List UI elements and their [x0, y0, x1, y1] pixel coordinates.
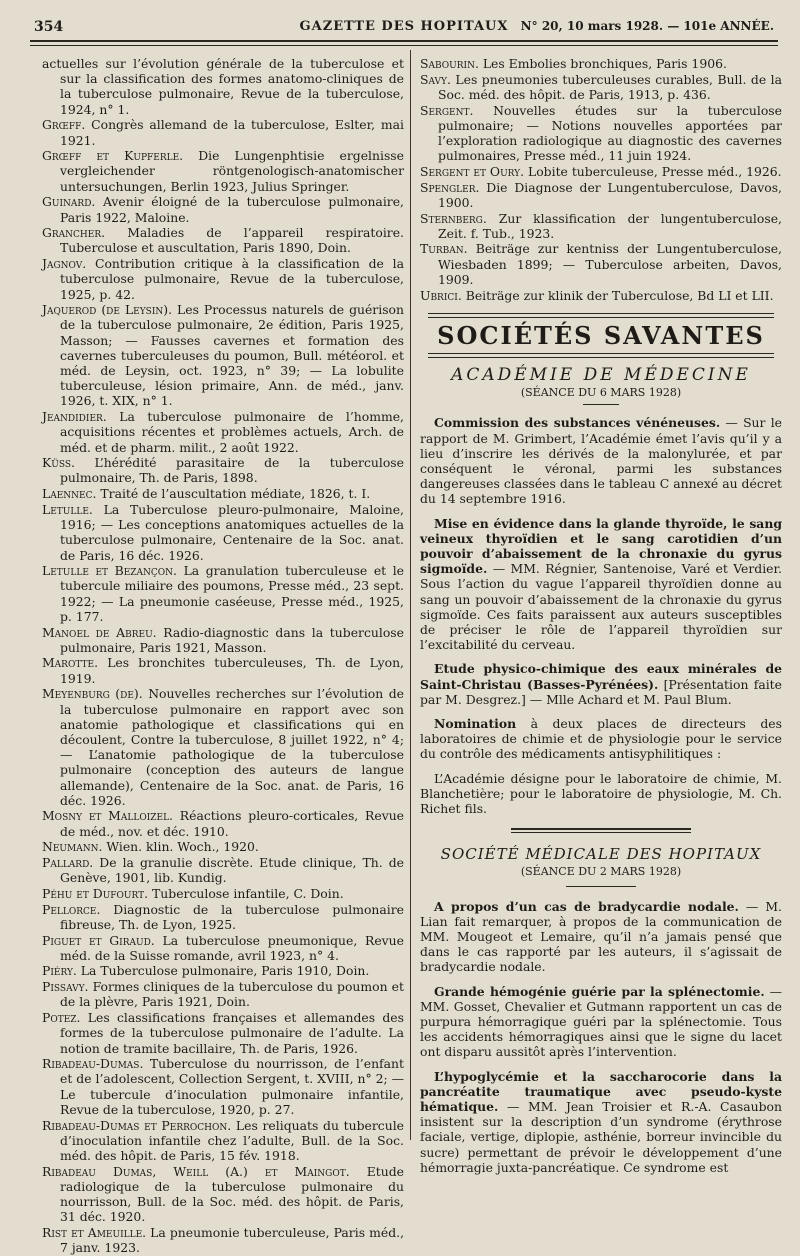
short-rule — [566, 886, 636, 887]
reference-text: Nouvelles études sur la tuberculose pulmonaire; — Notions nouvelles apportées par l’exploration radiologique au diagnostic des cavernes pulmonaires, Presse méd., 11 juin 1924. — [438, 102, 782, 164]
reference-text: La pneumonie tuberculeuse, Paris méd., 7 janv. 1923. — [60, 1224, 405, 1256]
societe-seance: (SÉANCE DU 2 MARS 1928) — [520, 865, 682, 879]
paragraph-text: — MM. Régnier, Santenoise, Varé et Verdier. Sous l’action du vague l’appareil thyroïdien donne au sang un pouvoir d’abaissement de la chronaxie du gyrus sigmoïde. Ces faits paraissent aux auteurs susceptibles de préciser le rôle de l’appareil thyroïdien sur l’excitabilité du cerveau. — [420, 561, 782, 653]
header-rule — [30, 45, 778, 46]
paragraph-text: à deux places de directeurs des laboratoires de chimie et de physiologie pour le service du contrôle des médicaments antisyphilitiques : — [420, 716, 782, 762]
reference-author: Jagnov. — [42, 256, 95, 272]
reference-entry — [42, 1164, 404, 1225]
reference-text: Réactions pleuro-corticales, Revue de méd., nov. et déc. 1910. — [60, 808, 405, 839]
reference-entry — [42, 117, 404, 147]
reference-text: Les classifications françaises et allemandes des formes de la tuberculose pulmonaire de l’adulte. La notion de tramite bacillaire, Th. de Paris, 1926. — [60, 1010, 405, 1056]
academie-seance: (SÉANCE DU 6 MARS 1928) — [520, 386, 682, 400]
reference-entry — [42, 225, 404, 255]
paragraph-text: — MM. Jean Troisier et R.-A. Casaubon insistent sur la description d’un syndrome (érythrose faciale, vertige, diplopie, asthénie, borreur invincible du sucre) permettant de prévoir le développement d’une hémorragie juxta-pancréatique. Ce syndrome est — [420, 1099, 782, 1175]
reference-text: Lobite tuberculeuse, Presse méd., 1926. — [527, 163, 782, 179]
reference-text: Die Diagnose der Lungentuberculose, Davos, 1900. — [438, 179, 782, 210]
societe-heading: SOCIÉTÉ MÉDICALE DES HOPITAUX — [440, 845, 762, 864]
reference-text: Les bronchites tuberculeuses, Th. de Lyon, 1919. — [60, 655, 404, 686]
reference-text: Radio-diagnostic dans la tuberculose pulmonaire, Paris 1921, Masson. — [60, 624, 404, 655]
reference-author: Pellorce. — [42, 901, 114, 917]
paragraph-heading: Etude physico-chimique des eaux minérales de Saint-Christau (Basses-Pyrénées). — [420, 661, 782, 692]
section-title: SOCIÉTÉS SAVANTES — [437, 320, 765, 350]
reference-text: Les reliquats du tubercule d’inoculation infantile chez l’adulte, Bull. de la Soc. méd. des hôpit. de Paris, 15 fév. 1918. — [60, 1117, 404, 1163]
reference-author: Sergent. — [420, 102, 494, 118]
reference-entry — [42, 808, 404, 838]
societe-body — [420, 899, 782, 1175]
reference-entry — [42, 194, 404, 224]
reference-author: Manoel de Abreu. — [42, 624, 164, 640]
report-paragraph — [420, 1069, 782, 1175]
reference-text: Les pneumonies tuberculeuses curables, Bull. de la Soc. méd. des hôpit. de Paris, 1913, p. 436. — [438, 71, 782, 102]
reference-entry — [420, 180, 782, 210]
reference-text: Maladies de l’appareil respiratoire. Tuberculose et auscultation, Paris 1890, Doin. — [60, 225, 404, 256]
reference-author: Péhu et Dufourt. — [42, 885, 153, 901]
reference-entry — [42, 855, 404, 885]
reference-text: La Tuberculose pulmonaire, Paris 1910, Doin. — [80, 963, 370, 979]
reference-author: Laennec. — [42, 486, 101, 502]
reference-entry — [42, 886, 404, 901]
reference-text: Die Lungenphtisie ergelnisse vergleichender röntgenologisch-anatomischer untersuchungen, Berlin 1923, Julius Springer. — [60, 148, 404, 194]
paragraph-heading: L’hypoglycémie et la saccharocorie dans la pancréatite traumatique avec pseudo-kyste hématique. — [420, 1068, 782, 1115]
reference-entry — [420, 164, 782, 179]
reference-text: La tuberculose pulmonaire de l’homme, acquisitions récentes et problèmes actuels, Arch. de méd. et de pharm. milit., 2 août 1922. — [60, 409, 404, 455]
reference-entry — [42, 686, 404, 808]
reference-author: Rist et Ameuille. — [42, 1224, 151, 1240]
reference-text: La tuberculose pneumonique, Revue méd. de la Suisse romande, avril 1923, n° 4. — [60, 932, 404, 963]
reference-entry — [42, 1225, 404, 1255]
reference-author: Grœff. — [42, 117, 92, 133]
reference-author: Potez. — [42, 1010, 88, 1026]
reference-text: Les Processus naturels de guérison de la tuberculose pulmonaire, 2e édition, Paris 1925, Masson; — Fausses cavernes et formation des cavernes tuberculeuses du poumon, Bull. météorol. et méd. de Leysin, oct. 1923, n° 39; — La lobulite tuberculeuse, lésion primaire, Ann. de méd., janv. 1926, t. XIX, n° 1. — [60, 302, 404, 409]
reference-text: Traité de l’auscultation médiate, 1826, t. I. — [100, 486, 371, 502]
issue-info: N° 20, 10 mars 1928. — 101e ANNÉE. — [520, 19, 774, 33]
reference-entry — [42, 625, 404, 655]
reference-text: L’hérédité parasitaire de la tuberculose pulmonaire, Th. de Paris, 1898. — [60, 455, 404, 486]
report-paragraph — [420, 984, 782, 1060]
reference-author: Jeandidier. — [42, 409, 120, 425]
reference-text: Avenir éloigné de la tuberculose pulmonaire, Paris 1922, Maloine. — [60, 194, 404, 225]
reference-text: Etude radiologique de la tuberculose pulmonaire du nourrisson, Bull. de la Soc. méd. des hôpit. de Paris, 31 déc. 1920. — [60, 1163, 404, 1225]
reference-author: Grœff et Kupferle. — [42, 148, 199, 164]
paragraph-text: — M. Lian fait remarquer, à propos de la communication de MM. Mougeot et Lemaire, qu’il n’a jamais pensé que dans le cas rapporté par les auteurs, il s’agissait de bradycardie nodale. — [420, 898, 782, 975]
report-paragraph — [420, 899, 782, 975]
reference-author: Sergent et Oury. — [420, 163, 528, 179]
short-rule — [583, 404, 619, 405]
reference-text: Congrès allemand de la tuberculose, Eslter, mai 1921. — [60, 117, 404, 148]
left-column — [42, 56, 404, 1256]
reference-text: actuelles sur l’évolution générale de la tuberculose et sur la classification des formes anatomo-cliniques de la tuberculose pulmonaire, Revue de la tuberculose, 1924, n° 1. — [42, 56, 404, 117]
reference-text: Tuberculose infantile, C. Doin. — [152, 885, 344, 901]
reference-author: Ribadeau Dumas, Weill (A.) et Maingot. — [42, 1163, 367, 1179]
reference-author: Letulle. — [42, 501, 104, 517]
reference-author: Guinard. — [42, 194, 103, 210]
reference-entry — [42, 455, 404, 485]
academie-body — [420, 415, 782, 816]
section-rule — [428, 313, 774, 318]
reference-author: Spengler. — [420, 179, 487, 195]
reference-text: Beiträge zur kentniss der Lungentuberculose, Wiesbaden 1899; — Tuberculose arbeiten, Davos, 1909. — [438, 241, 783, 287]
section-rule — [428, 353, 774, 358]
reference-entry — [42, 979, 404, 1009]
right-column — [420, 56, 782, 1184]
reference-author: Sabourin. — [420, 56, 483, 71]
reference-entry — [42, 655, 404, 685]
paragraph-text: — MM. Gosset, Chevalier et Gutmann rapportent un cas de purpura hémorragique guéri par la splénectomie. Tous les accidents hémorragiques ainsi que le signe du lacet ont disparu aussitôt après l’intervention. — [420, 983, 782, 1060]
reference-author: Neumann. — [42, 839, 107, 855]
reference-text: La granulation tuberculeuse et le tubercule miliaire des poumons, Presse méd., 23 sept. 1922; — La pneumonie caséeuse, Presse méd., 1925, p. 177. — [60, 563, 404, 624]
page-number: 354 — [34, 19, 64, 35]
bibliography-continued — [420, 56, 782, 303]
paragraph-heading: Grande hémogénie guérie par la splénectomie. — [434, 983, 765, 999]
paragraph-heading: Mise en évidence dans la glande thyroïde, le sang veineux thyroïdien et le sang carotidien d’un pouvoir d’abaissement de la chronaxie du gyrus sigmoïde. — [420, 515, 782, 577]
reference-text: Zur klassification der lungentuberculose, Zeit. f. Tub., 1923. — [438, 210, 782, 241]
reference-author: Turban. — [420, 241, 476, 257]
paragraph-text: L’Académie désigne pour le laboratoire de chimie, M. Blanchetière; pour le laboratoire de physiologie, M. Ch. Richet fils. — [420, 770, 782, 817]
reference-author: Meyenburg (de). — [42, 686, 149, 702]
paragraph-text: [Présentation faite par M. Desgrez.] — Mlle Achard et M. Paul Blum. — [420, 676, 782, 707]
page-header — [30, 14, 778, 42]
reference-author: Sternberg. — [420, 210, 499, 226]
reference-entry — [42, 302, 404, 408]
reference-entry — [42, 256, 404, 302]
paragraph-heading: A propos d’un cas de bradycardie nodale. — [434, 898, 739, 914]
reference-entry — [420, 56, 782, 71]
reference-text: Contribution critique à la classification de la tuberculose pulmonaire, Revue de la tuberculose, 1925, p. 42. — [60, 256, 404, 302]
reference-author: Ubrici. — [420, 287, 466, 303]
reference-entry — [420, 72, 782, 102]
reference-author: Jaquerod (de Leysin). — [42, 302, 178, 318]
reference-text: Tuberculose du nourrisson, de l’enfant et de l’adolescent, Collection Sergent, t. XVIII, n° 2; — Le tubercule d’inoculation pulmonaire infantile, Revue de la tuberculose, 1920, p. 27. — [60, 1056, 404, 1117]
reference-entry — [42, 933, 404, 963]
report-paragraph — [420, 771, 782, 817]
reference-entry — [420, 103, 782, 164]
reference-author: Küss. — [42, 455, 95, 471]
reference-entry — [42, 839, 404, 854]
reference-author: Pissavy. — [42, 979, 93, 995]
reference-text: Nouvelles recherches sur l’évolution de la tuberculose pulmonaire en rapport avec son anatomie pathologique et classifications qui en découlent, Contre la tuberculose, 8 juillet 1922, n° 4; — L’anatomie pathologique de la tuberculose pulmonaire (conception des auteurs de langue allemande), Centenaire de la Soc. anat. de Paris, 16 déc. 1926. — [60, 686, 405, 808]
reference-entry — [42, 486, 404, 501]
society-rule — [511, 828, 691, 833]
report-paragraph — [420, 415, 782, 506]
academie-heading: ACADÉMIE DE MÉDECINE — [451, 364, 751, 385]
reference-author: Letulle et Bezançon. — [42, 563, 184, 579]
reference-author: Grancher. — [42, 225, 128, 241]
reference-entry — [42, 1010, 404, 1056]
reference-text: Formes cliniques de la tuberculose du poumon et de la plèvre, Paris 1921, Doin. — [60, 979, 404, 1010]
reference-author: Piguet et Giraud. — [42, 932, 163, 948]
journal-title: GAZETTE DES HOPITAUX — [299, 19, 509, 34]
reference-author: Mosny et Malloizel. — [42, 808, 180, 824]
reference-text: Wien. klin. Woch., 1920. — [106, 839, 259, 855]
reference-entry — [420, 241, 782, 287]
reference-author: Savy. — [420, 71, 456, 87]
reference-entry — [42, 1056, 404, 1117]
report-paragraph — [420, 516, 782, 653]
reference-entry — [42, 148, 404, 194]
reference-entry — [42, 1118, 404, 1164]
paragraph-heading: Nomination — [434, 716, 517, 732]
report-paragraph — [420, 661, 782, 707]
reference-entry — [420, 288, 782, 303]
column-divider — [410, 50, 411, 1140]
reference-text: De la granulie discrète. Etude clinique, Th. de Genève, 1901, lib. Kundig. — [60, 855, 404, 886]
paragraph-heading: Commission des substances vénéneuses. — [434, 415, 721, 431]
reference-entry — [42, 902, 404, 932]
report-paragraph — [420, 716, 782, 762]
reference-entry — [42, 963, 404, 978]
reference-entry — [420, 211, 782, 241]
reference-text: Les Embolies bronchiques, Paris 1906. — [482, 56, 727, 71]
reference-text: La Tuberculose pleuro-pulmonaire, Maloine, 1916; — Les conceptions anatomiques actuelles de la tuberculose pulmonaire, Centenaire de la Soc. anat. de Paris, 16 déc. 1926. — [60, 501, 404, 563]
reference-text: Diagnostic de la tuberculose pulmonaire fibreuse, Th. de Lyon, 1925. — [60, 901, 404, 932]
reference-entry — [42, 502, 404, 563]
reference-author: Pallard. — [42, 855, 100, 871]
reference-author: Piéry. — [42, 963, 81, 979]
reference-entry — [42, 563, 404, 624]
paragraph-text: — Sur le rapport de M. Grimbert, l’Académie émet l’avis qu’il y a lieu d’inscrire les dérivés de la malonylurée, et par conséquent le véronal, parmi les substances dangereuses classées dans le tableau C annexé au décret du 14 septembre 1916. — [420, 415, 782, 507]
reference-entry — [42, 409, 404, 455]
reference-author: Ribadeau-Dumas. — [42, 1056, 150, 1072]
reference-author: Marotte. — [42, 655, 108, 671]
reference-text: Beiträge zur klinik der Tuberculose, Bd LI et LII. — [465, 287, 774, 303]
reference-entry — [42, 56, 404, 117]
reference-author: Ribadeau-Dumas et Perrochon. — [42, 1117, 236, 1133]
